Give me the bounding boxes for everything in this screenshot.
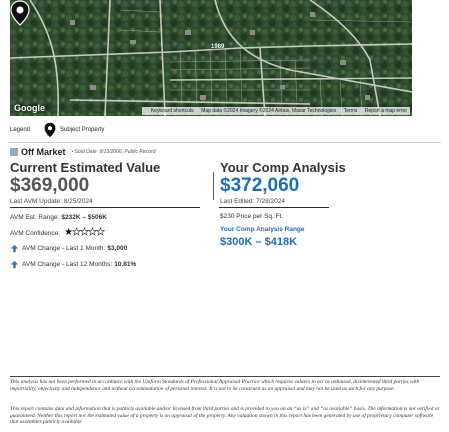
pin-label: 1989: [211, 44, 225, 50]
confidence-stars: [64, 228, 104, 238]
keyboard-shortcuts-link[interactable]: Keyboard shortcuts: [150, 108, 194, 114]
comp-analysis-price: $372,060: [220, 175, 300, 196]
comp-analysis-title: Your Comp Analysis: [220, 160, 346, 175]
avm-change-12m-row: [10, 260, 136, 269]
subject-property-legend-icon: [44, 122, 56, 138]
avm-change-1m-row: [10, 244, 127, 253]
subject-property-pin-icon[interactable]: [10, 0, 30, 26]
comp-range-value: $300K – $418K: [220, 236, 298, 248]
satellite-map[interactable]: [10, 0, 412, 116]
avm-change-12m-value: 10.81%: [114, 261, 137, 268]
star-empty-icon: ★: [95, 227, 104, 238]
divider: [10, 376, 440, 377]
market-status: [10, 147, 156, 157]
avm-confidence-row: [10, 228, 104, 238]
avm-est-range-label: AVM Est. Range:: [10, 214, 60, 221]
disclaimer-data-source: This report contains data and information that is publicly available and/or licensed from third parties and is provided to you on an “as is” and “as available” basis. The information is not verified or guaranteed. Neither this report nor the estimated value of a property is an appraisal of the property. Any valuation shown in this report has been generated by use of proprietary computer software that assembles publicly available: [10, 406, 440, 426]
avm-change-1m-label: AVM Change - Last 1 Month:: [22, 245, 106, 252]
current-value-price: $369,000: [10, 175, 90, 196]
google-logo: Google: [14, 103, 45, 113]
avm-change-12m-label: AVM Change - Last 12 Months:: [22, 261, 113, 268]
disclaimer-appraisal: This analysis has not been performed in accordance with the Uniform Standards of Professional Appraisal Practice which requires valuers to act as unbiased, disinterested third parties with impartiality, objectivity and independence and without accommodation of personal interest. It is not to be construed as an appraisal and may not be used as such for any purpose.: [10, 379, 420, 392]
star-filled-icon: ★: [64, 227, 73, 238]
report-map-error-link[interactable]: Report a map error: [364, 108, 407, 114]
divider: [219, 207, 329, 208]
avm-confidence-label: AVM Confidence:: [10, 229, 61, 237]
arrow-up-icon: [10, 260, 19, 269]
sold-date-note: • Sold Date: 9/13/2006, Public Record: [71, 149, 156, 155]
status-swatch: [10, 148, 18, 156]
last-avm-update: Last AVM Update: 8/25/2024: [10, 198, 93, 205]
terms-link[interactable]: Terms: [343, 108, 358, 114]
comp-range-label: Your Comp Analysis Range: [220, 226, 305, 233]
map-legend: [10, 122, 104, 138]
star-empty-icon: ★: [88, 227, 96, 238]
legend-subject-label: Subject Property: [60, 127, 105, 133]
map-footer: [142, 107, 410, 115]
last-edited: Last Edited: 7/28/2024: [220, 198, 286, 205]
avm-est-range-row: [10, 214, 107, 221]
column-divider: [213, 172, 214, 200]
legend-label: Legend: [10, 127, 31, 133]
arrow-up-icon: [10, 244, 19, 253]
current-value-title: Current Estimated Value: [10, 160, 161, 175]
avm-change-1m-value: $3,000: [107, 245, 128, 252]
avm-est-range-value: $232K – $506K: [61, 214, 107, 221]
divider: [10, 207, 200, 208]
divider: [8, 142, 441, 143]
price-per-sqft: $230 Price per Sq. Ft.: [220, 213, 284, 220]
status-label: Off Market: [21, 147, 66, 157]
star-empty-icon: ★: [80, 227, 89, 238]
map-attribution: Map data ©2024 Imagery ©2024 Airbus, Maxar Technologies: [201, 108, 337, 114]
star-empty-icon: ★: [72, 227, 81, 238]
map-imagery: [10, 0, 412, 116]
